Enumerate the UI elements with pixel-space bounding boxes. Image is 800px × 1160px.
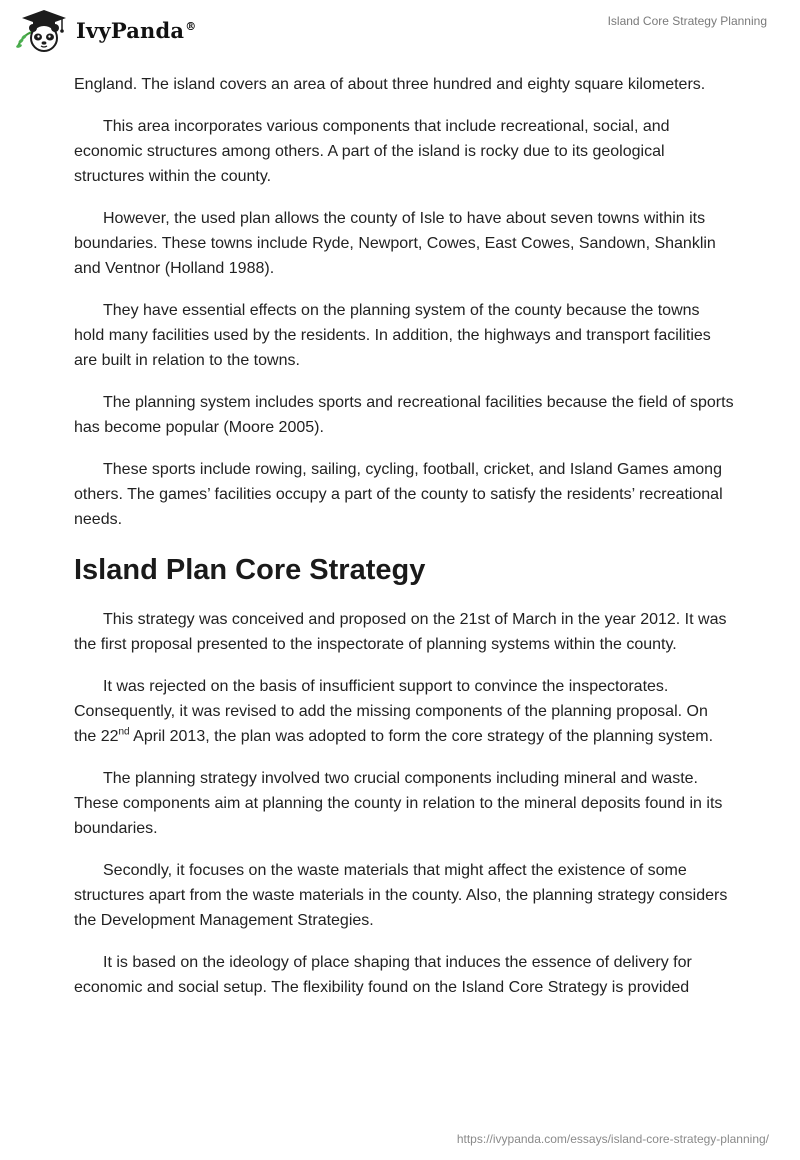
paragraph: They have essential effects on the planning system of the county because the towns hold many facilities used by the residents. In addition, the highways and transport facilities are built in relation to the towns. [74,302,711,369]
registered-mark: ® [185,19,197,33]
paragraph: The planning strategy involved two crucial components including mineral and waste. These components aim at planning the county in relation to the mineral deposits found in its boundaries. [74,770,723,837]
paragraph-text: It was rejected on the basis of insufficient support to convince the inspectorates. Consequently, it was revised to add the missing components of the planning proposal. On the 22 [74,678,708,745]
document-title: Island Core Strategy Planning [607,14,767,28]
paragraph: This strategy was conceived and proposed on the 21st of March in the year 2012. It was the first proposal presented to the inspectorate of planning systems within the county. [74,611,727,653]
paragraph: These sports include rowing, sailing, cycling, football, cricket, and Island Games among others. The games’ facilities occupy a part of the county to satisfy the residents’ recreational needs. [74,461,723,528]
paragraph: Secondly, it focuses on the waste materials that might affect the existence of some structures apart from the waste materials in the county. Also, the planning strategy considers the Development Management Strategies. [74,862,728,929]
paragraph: It is based on the ideology of place shaping that induces the essence of delivery for economic and social setup. The flexibility found on the Island Core Strategy is provided [74,954,692,996]
panda-graduate-icon [14,8,70,54]
paragraph: The planning system includes sports and recreational facilities because the field of sports has become popular (Moore 2005). [74,394,734,436]
paragraph: This area incorporates various components that include recreational, social, and economic structures among others. A part of the island is rocky due to its geological structures within the county. [74,118,670,185]
paragraph: England. The island covers an area of about three hundred and eighty square kilometers. [74,76,706,93]
paragraph-text: April 2013, the plan was adopted to form the core strategy of the planning system. [129,728,714,745]
brand-name: IvyPanda® [76,17,197,43]
essay-body [74,72,734,1017]
superscript-ordinal: nd [118,726,130,738]
section-heading: Island Plan Core Strategy [74,554,426,586]
page-header [0,0,800,66]
paragraph [74,674,734,749]
site-logo[interactable] [14,8,196,54]
paragraph: However, the used plan allows the county of Isle to have about seven towns within its boundaries. These towns include Ryde, Newport, Cowes, East Cowes, Sandown, Shanklin and Ventnor (Holland 1988). [74,210,716,277]
footer-url[interactable]: https://ivypanda.com/essays/island-core-strategy-planning/ [456,1132,769,1146]
